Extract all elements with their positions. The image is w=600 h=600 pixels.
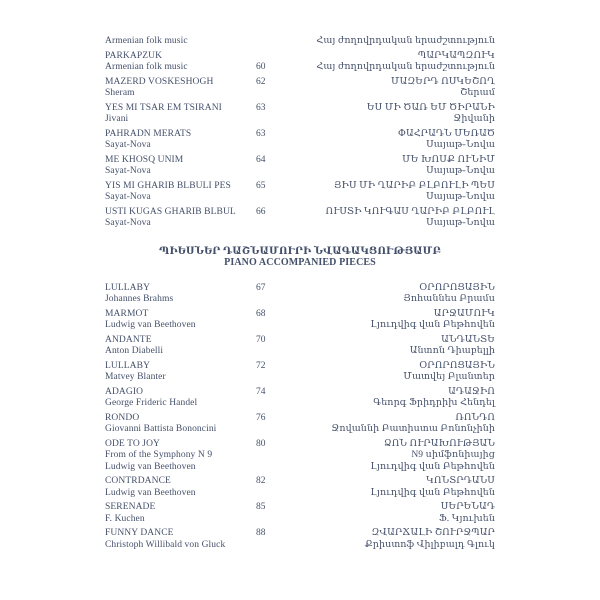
- entry-line-hy: ՈՒՍՏԻ ԿՈՒԳԱՍ ՂԱՐԻԲ ԲԼԲՈՒԼ: [325, 206, 495, 217]
- entry-english-column: [105, 413, 256, 436]
- entry-line-hy: Քրիստոֆ Վիլիբալդ Գլուկ: [364, 539, 495, 550]
- entry-page-number: [256, 51, 300, 74]
- section-header: [105, 246, 495, 269]
- entry-line-en: YIS MI GHARIB BLBULI PES: [105, 180, 231, 191]
- entry-armenian-column: [300, 129, 495, 152]
- entry-page-number: [256, 361, 300, 373]
- page-number-text: 63: [256, 128, 266, 139]
- entry-line-hy: Ջովաննի Բատիստա Բոնոնչինի: [331, 424, 495, 434]
- entry-line-hy: ՊԱՐԿԱՊԶՈՒԿ: [417, 50, 495, 61]
- toc-entry: [105, 413, 495, 436]
- entry-line-en: From of the Symphony N 9: [105, 450, 213, 460]
- toc-entry: [105, 283, 495, 306]
- toc-entry: [105, 207, 495, 230]
- entry-english-column: [105, 361, 256, 384]
- entry-line-en: Armenian folk music: [105, 36, 188, 46]
- entry-line-hy: Ջիվանի: [453, 114, 495, 124]
- entry-line-en: ANDANTE: [105, 334, 152, 345]
- entry-english-column: [105, 309, 256, 332]
- entry-line-hy: Սայաթ-Նովա: [426, 192, 495, 202]
- entry-line-hy: ՌՈՆԴՈ: [455, 412, 495, 423]
- entry-page-number: [256, 413, 300, 425]
- entry-line-en: Sayat-Nova: [105, 192, 151, 202]
- page-number-text: 65: [256, 180, 266, 191]
- entry-line-hy: ԱՆԴԱՆՏԵ: [441, 334, 495, 345]
- entry-english-column: [105, 129, 256, 152]
- entry-line-hy: Լյուդվիգ վան Բեթհովեն: [370, 461, 495, 472]
- entry-page-number: [256, 528, 300, 540]
- entry-line-en: Sayat-Nova: [105, 218, 151, 228]
- entry-armenian-column: [300, 502, 495, 525]
- toc-entry: [105, 476, 495, 499]
- toc-entry: [105, 309, 495, 332]
- entry-line-en: ADAGIO: [105, 386, 144, 397]
- entry-english-column: [105, 103, 256, 126]
- entry-page-number: [256, 439, 300, 451]
- entry-line-hy: ՁՈՆ ՈՒՐԱԽՈՒԹՅԱՆ: [383, 438, 495, 449]
- entry-armenian-column: [300, 207, 495, 230]
- entry-armenian-column: [300, 335, 495, 358]
- entry-english-column: [105, 181, 256, 204]
- entry-line-en: ODE TO JOY: [105, 438, 161, 449]
- toc-entry: [105, 387, 495, 410]
- page-number-text: 76: [256, 412, 266, 423]
- toc-entry: [105, 361, 495, 384]
- entry-line-hy: ԱՐՋԱՄՈՒԿ: [433, 308, 495, 319]
- entry-english-column: [105, 528, 256, 551]
- toc-entry: [105, 502, 495, 525]
- entry-line-en: ME KHOSQ UNIM: [105, 154, 184, 165]
- page-number-text: 74: [256, 386, 266, 397]
- entry-line-hy: ՓԱՀՐԱԴՆ ՄԵՌԱԾ: [397, 128, 495, 139]
- toc-entry: [105, 129, 495, 152]
- entry-english-column: [105, 77, 256, 100]
- entry-armenian-column: [300, 181, 495, 204]
- entry-line-en: MARMOT: [105, 308, 149, 319]
- page-number-text: 85: [256, 502, 266, 512]
- section-header-english: PIANO ACCOMPANIED PIECES: [224, 257, 376, 268]
- entry-line-hy: Հայ ժողովրդական երաժշտություն: [316, 62, 495, 72]
- entry-line-hy: ՕՐՈՐՈՑԱՅԻՆ: [419, 282, 495, 293]
- entry-line-en: Sayat-Nova: [105, 166, 151, 176]
- page-number-text: 63: [256, 102, 266, 113]
- entry-line-en: YES MI TSAR EM TSIRANI: [105, 102, 222, 113]
- entry-line-hy: Լյուդվիգ վան Բեթհովեն: [370, 320, 495, 330]
- toc-entry: [105, 103, 495, 126]
- toc-entry: [105, 528, 495, 551]
- entry-armenian-column: [300, 439, 495, 474]
- entry-english-column: [105, 207, 256, 230]
- entry-line-hy: ԿՈՆՏՐԴԱՆՍ: [426, 476, 495, 486]
- entry-english-column: [105, 502, 256, 525]
- toc-entry: [105, 77, 495, 100]
- entry-line-en: Johannes Brahms: [105, 294, 174, 304]
- entry-english-column: [105, 51, 256, 74]
- entry-english-column: [105, 283, 256, 306]
- entry-line-en: George Frideric Handel: [105, 398, 198, 408]
- entry-line-hy: ԶՎԱՐՃԱԼԻ ՇՈՒՐՋՊԱՐ: [371, 528, 495, 538]
- entry-english-column: [105, 155, 256, 178]
- entry-line-hy: ՄԱԶԵՐԴ ՈՍԿԵՇՈՂ: [390, 76, 495, 87]
- entry-line-hy: ՅԻՍ ՄԻ ՂԱՐԻԲ ԲԼԲՈՒԼԻ ՊԵՍ: [334, 180, 495, 191]
- entry-line-en: Ludwig van Beethoven: [105, 320, 196, 330]
- entry-line-hy: Մատվեյ Բլանտեր: [403, 372, 495, 382]
- page-number-text: 64: [256, 154, 266, 165]
- toc-entry: [105, 51, 495, 74]
- entry-line-en: MAZERD VOSKESHOGH: [105, 76, 214, 87]
- entry-line-en: F. Kuchen: [105, 513, 145, 524]
- entry-line-en: Matvey Blanter: [105, 372, 166, 382]
- entry-line-en: Anton Diabelli: [105, 346, 164, 356]
- section-header-armenian: ՊԻԵՍՆԵՐ ԴԱՇՆԱՄՈՒՐԻ ՆՎԱԳԱԿՑՈՒԹՅԱՄԲ: [159, 245, 441, 257]
- entry-line-en: Ludwig van Beethoven: [105, 461, 196, 472]
- entry-line-en: Giovanni Battista Bononcini: [105, 424, 217, 434]
- entry-line-hy: Շերամ: [460, 88, 495, 98]
- page-number-text: 70: [256, 334, 266, 345]
- entry-line-en: RONDO: [105, 412, 140, 423]
- entry-line-hy: ՄԵ ԽՈՍՔ ՈՒՆԻՄ: [402, 154, 495, 165]
- entry-line-hy: ՕՐՈՐՈՑԱՅԻՆ: [419, 360, 495, 371]
- toc-entry: [105, 335, 495, 358]
- entry-page-number: [256, 283, 300, 295]
- entry-line-en: Sayat-Nova: [105, 140, 151, 150]
- entry-line-en: Sheram: [105, 88, 135, 98]
- entry-armenian-column: [300, 387, 495, 410]
- entry-armenian-column: [300, 413, 495, 436]
- entry-line-en: Armenian folk music: [105, 62, 188, 72]
- entry-line-hy: N9 սիմֆոնիայից: [411, 450, 495, 460]
- toc-entry: [105, 155, 495, 178]
- entry-line-en: CONTRDANCE: [105, 476, 171, 486]
- entry-page-number: [256, 181, 300, 193]
- page-number-text: 67: [256, 282, 266, 293]
- entry-line-en: Jivani: [105, 114, 129, 124]
- entry-line-hy: Սայաթ-Նովա: [426, 166, 495, 176]
- entry-armenian-column: [300, 155, 495, 178]
- entry-english-column: [105, 439, 256, 474]
- entry-english-column: [105, 387, 256, 410]
- entry-armenian-column: [300, 103, 495, 126]
- entry-page-number: [256, 309, 300, 321]
- entry-armenian-column: [300, 51, 495, 74]
- entry-line-hy: ԵՍ ՄԻ ԾԱՌ ԵՄ ԾԻՐԱՆԻ: [366, 102, 495, 113]
- entry-line-hy: Անտոն Դիաբելլի: [409, 346, 495, 356]
- entry-page-number: [256, 77, 300, 89]
- entry-page-number: [256, 155, 300, 167]
- entry-english-column: [105, 476, 256, 499]
- page-number-text: 62: [256, 76, 266, 87]
- entry-line-en: PAHRADN MERATS: [105, 128, 192, 139]
- entry-line-en: USTI KUGAS GHARIB BLBUL: [105, 206, 236, 217]
- toc-entry: [105, 181, 495, 204]
- entry-line-hy: Հայ ժողովրդական երաժշտություն: [316, 36, 495, 46]
- entry-armenian-column: [300, 77, 495, 100]
- entry-line-hy: Լյուդվիգ վան Բեթհովեն: [370, 487, 495, 498]
- toc-entry: [105, 36, 495, 48]
- entry-line-hy: Յոհաննես Բրամս: [403, 294, 495, 304]
- entry-page-number: [256, 103, 300, 115]
- toc-content: [105, 36, 495, 554]
- entry-line-hy: ԱԴԱՋԻՈ: [448, 386, 495, 397]
- page-number-text: 80: [256, 438, 266, 449]
- entry-armenian-column: [300, 309, 495, 332]
- entry-page-number: [256, 387, 300, 399]
- entry-line-hy: Սայաթ-Նովա: [426, 140, 495, 150]
- entry-armenian-column: [300, 36, 495, 48]
- page-number-text: 82: [256, 476, 266, 486]
- entry-page-number: [256, 335, 300, 347]
- entry-line-en: Christoph Willibald von Gluck: [105, 539, 226, 550]
- entry-line-hy: Ֆ. Կյուխեն: [438, 513, 495, 524]
- entry-page-number: [256, 207, 300, 219]
- page-number-text: 88: [256, 528, 266, 538]
- entry-line-en: PARKAPZUK: [105, 50, 163, 61]
- entry-line-en: Ludwig van Beethoven: [105, 487, 196, 498]
- entry-armenian-column: [300, 528, 495, 551]
- page-number-text: 60: [256, 62, 266, 72]
- toc-entry: [105, 439, 495, 474]
- entry-line-hy: Սայաթ-Նովա: [426, 218, 495, 228]
- page-number-text: 72: [256, 360, 266, 371]
- entry-armenian-column: [300, 476, 495, 499]
- page-number-text: 68: [256, 308, 266, 319]
- entry-page-number: [256, 129, 300, 141]
- entry-page-number: [256, 476, 300, 488]
- entry-line-hy: ՍԵՐԵՆԱԴ: [440, 502, 495, 512]
- entry-english-column: [105, 335, 256, 358]
- entry-line-en: LULLABY: [105, 360, 151, 371]
- entry-armenian-column: [300, 361, 495, 384]
- entry-line-en: SERENADE: [105, 502, 156, 512]
- entry-line-en: FUNNY DANCE: [105, 528, 174, 538]
- entry-line-en: LULLABY: [105, 282, 151, 293]
- entry-english-column: [105, 36, 256, 48]
- entry-armenian-column: [300, 283, 495, 306]
- entry-page-number: [256, 502, 300, 514]
- page-number-text: 66: [256, 206, 266, 217]
- entry-line-hy: Գեորգ Ֆրիդրիխ Հենդել: [373, 398, 495, 408]
